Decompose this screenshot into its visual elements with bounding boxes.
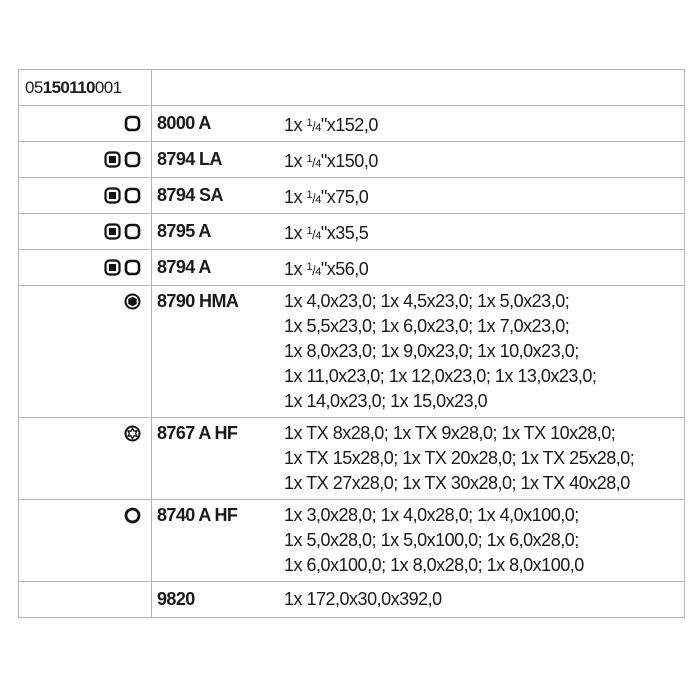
contents-description xyxy=(282,250,685,285)
table-row xyxy=(18,250,685,286)
fraction-denominator: 4 xyxy=(315,122,321,134)
model-label: 8790 HMA xyxy=(157,291,239,311)
table-row xyxy=(18,178,685,214)
model-number xyxy=(152,286,282,417)
model-number xyxy=(152,582,282,617)
model-number xyxy=(152,418,282,499)
contents-description xyxy=(282,142,685,177)
drive-type-cell xyxy=(18,106,152,141)
model-label: 8794 A xyxy=(157,257,211,277)
quantity-text: 1x xyxy=(284,223,307,243)
hex-socket-icon xyxy=(124,507,141,524)
fraction-denominator: 4 xyxy=(315,230,321,242)
square-drive-icon xyxy=(104,151,121,168)
fraction-numerator: 1 xyxy=(306,153,313,165)
model-number xyxy=(152,178,282,213)
drive-icons xyxy=(124,421,141,446)
description-line: 1x TX 8x28,0; 1x TX 9x28,0; 1x TX 10x28,0; xyxy=(284,423,616,443)
fraction-denominator: 4 xyxy=(315,158,321,170)
size-text: "x152,0 xyxy=(320,115,378,135)
contents-description xyxy=(282,500,685,581)
square-socket-icon xyxy=(124,115,141,132)
table-row xyxy=(18,286,685,418)
description-line: 1x 11,0x23,0; 1x 12,0x23,0; 1x 13,0x23,0; xyxy=(284,366,597,386)
size-text: "x75,0 xyxy=(320,187,369,207)
fraction-numerator: 1 xyxy=(306,261,313,273)
drive-icons xyxy=(104,147,141,172)
article-number-row xyxy=(18,70,685,106)
description-line: 1x TX 15x28,0; 1x TX 20x28,0; 1x TX 25x28,0; xyxy=(284,448,635,468)
model-label: 9820 xyxy=(157,589,195,609)
description-line: 1x 5,5x23,0; 1x 6,0x23,0; 1x 7,0x23,0; xyxy=(284,316,570,336)
drive-icons xyxy=(124,503,141,528)
description-line: 1x 6,0x100,0; 1x 8,0x28,0; 1x 8,0x100,0 xyxy=(284,555,584,575)
drive-icons xyxy=(104,219,141,244)
model-label: 8000 A xyxy=(157,113,211,133)
torx-icon xyxy=(124,425,141,442)
model-number xyxy=(152,500,282,581)
size-text: "x56,0 xyxy=(320,259,369,279)
drive-type-cell xyxy=(18,582,152,617)
fraction-denominator: 4 xyxy=(315,266,321,278)
quantity-text: 1x xyxy=(284,115,307,135)
size-text: "x150,0 xyxy=(320,151,378,171)
description-line: 1x 3,0x28,0; 1x 4,0x28,0; 1x 4,0x100,0; xyxy=(284,505,579,525)
drive-icons xyxy=(124,289,141,314)
quantity-text: 1x xyxy=(284,151,307,171)
fraction-numerator: 1 xyxy=(306,189,313,201)
drive-type-cell xyxy=(18,500,152,581)
contents-description xyxy=(282,214,685,249)
table-row xyxy=(18,142,685,178)
model-number xyxy=(152,106,282,141)
contents-description xyxy=(282,418,685,499)
description-line: 1x 8,0x23,0; 1x 9,0x23,0; 1x 10,0x23,0; xyxy=(284,341,579,361)
contents-table xyxy=(18,69,685,618)
contents-description xyxy=(282,286,685,417)
drive-icons xyxy=(104,183,141,208)
square-drive-icon xyxy=(104,259,121,276)
model-label: 8767 A HF xyxy=(157,423,238,443)
drive-type-cell xyxy=(18,142,152,177)
drive-icons xyxy=(104,255,141,280)
model-label: 8740 A HF xyxy=(157,505,238,525)
square-socket-icon xyxy=(124,259,141,276)
description-line: 1x $^1$/4"x152,0 xyxy=(284,115,378,135)
contents-description xyxy=(282,582,685,617)
square-drive-icon xyxy=(104,223,121,240)
drive-icons xyxy=(124,111,141,136)
article-number: 05150110001 xyxy=(18,70,152,105)
model-number xyxy=(152,142,282,177)
drive-type-cell xyxy=(18,178,152,213)
description-line: 1x TX 27x28,0; 1x TX 30x28,0; 1x TX 40x28,0 xyxy=(284,473,630,493)
drive-type-cell xyxy=(18,418,152,499)
drive-type-cell xyxy=(18,250,152,285)
description-line: 1x 172,0x30,0x392,0 xyxy=(284,589,442,609)
header-empty-cell xyxy=(152,70,685,105)
hex-bit-icon xyxy=(124,293,141,310)
table-row xyxy=(18,500,685,582)
table-row xyxy=(18,582,685,618)
fraction-denominator: 4 xyxy=(315,194,321,206)
description-line: 1x $^1$/4"x150,0 xyxy=(284,151,378,171)
description-line: 1x $^1$/4"x75,0 xyxy=(284,187,369,207)
square-socket-icon xyxy=(124,223,141,240)
description-line: 1x $^1$/4"x56,0 xyxy=(284,259,369,279)
table-row xyxy=(18,106,685,142)
description-line: 1x 4,0x23,0; 1x 4,5x23,0; 1x 5,0x23,0; xyxy=(284,291,570,311)
fraction-numerator: 1 xyxy=(306,225,313,237)
quantity-text: 1x xyxy=(284,187,307,207)
drive-type-cell xyxy=(18,286,152,417)
drive-type-cell xyxy=(18,214,152,249)
square-drive-icon xyxy=(104,187,121,204)
description-line: 1x 5,0x28,0; 1x 5,0x100,0; 1x 6,0x28,0; xyxy=(284,530,579,550)
contents-description xyxy=(282,178,685,213)
model-label: 8795 A xyxy=(157,221,211,241)
square-socket-icon xyxy=(124,151,141,168)
model-number xyxy=(152,214,282,249)
table-row xyxy=(18,418,685,500)
model-label: 8794 LA xyxy=(157,149,222,169)
model-label: 8794 SA xyxy=(157,185,223,205)
model-number xyxy=(152,250,282,285)
square-socket-icon xyxy=(124,187,141,204)
description-line: 1x 14,0x23,0; 1x 15,0x23,0 xyxy=(284,391,488,411)
table-row xyxy=(18,214,685,250)
item-rows xyxy=(18,106,685,618)
quantity-text: 1x xyxy=(284,259,307,279)
fraction-numerator: 1 xyxy=(306,117,313,129)
size-text: "x35,5 xyxy=(320,223,369,243)
description-line: 1x $^1$/4"x35,5 xyxy=(284,223,369,243)
contents-description xyxy=(282,106,685,141)
